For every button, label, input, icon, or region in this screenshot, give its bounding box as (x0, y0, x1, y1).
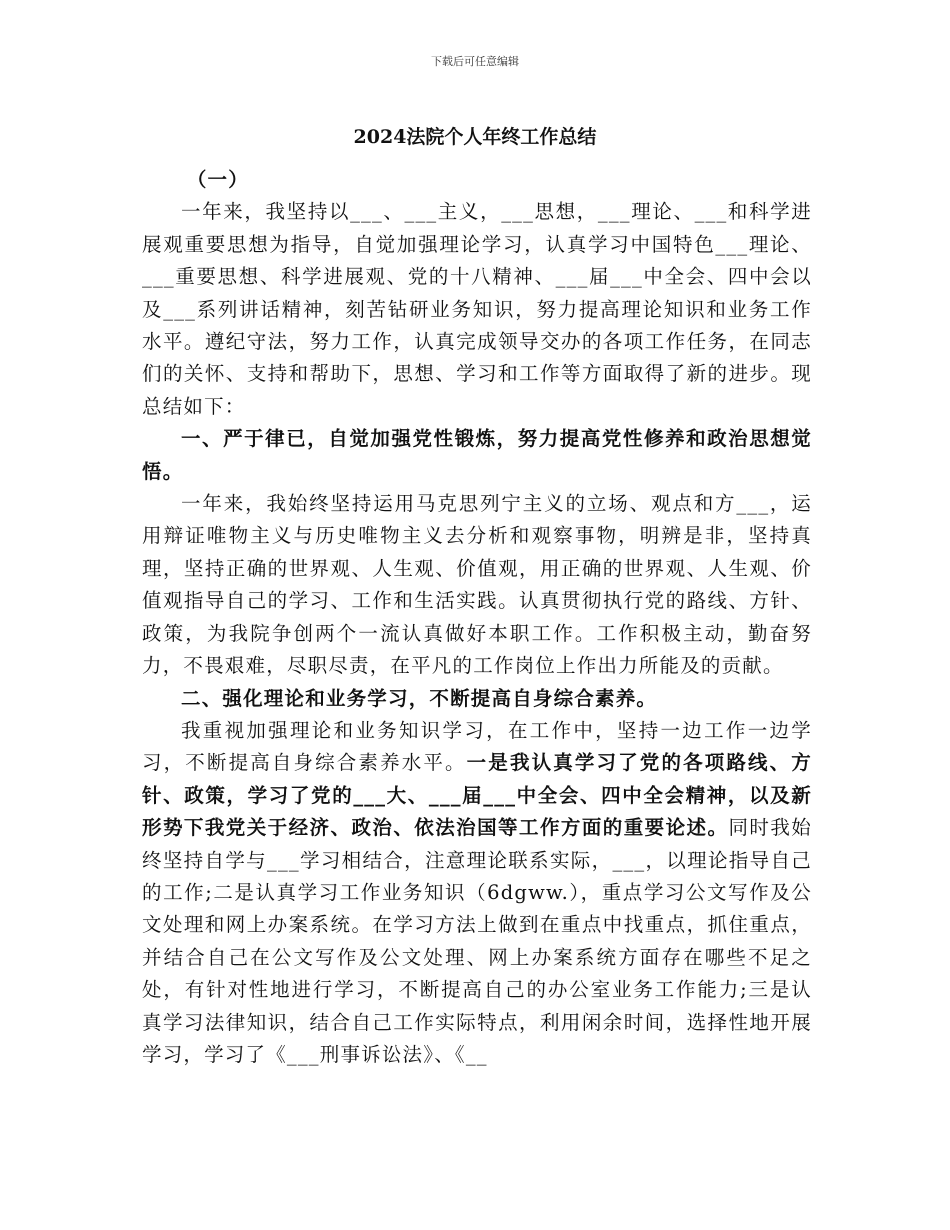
paragraph-1: 一年来，我始终坚持运用马克思列宁主义的立场、观点和方___，运用辩证唯物主义与历史唯物主义去分析和观察事物，明辨是非，坚持真理，坚持正确的世界观、人生观、价值观，用正确的世界观、人生观、价值观指导自己的学习、工作和生活实践。认真贯彻执行党的路线、方针、政策，为我院争创两个一流认真做好本职工作。工作积极主动，勤奋努力，不畏艰难，尽职尽责，在平凡的工作岗位上作出力所能及的贡献。 (142, 492, 812, 678)
paragraph-2-bold: 一是我认真学习了党的各项路线、方针、政策，学习了党的___大、___届___中全会、四中全会精神，以及新形势下我党关于经济、政治、依法治国等工作方面的重要论述。 (142, 751, 812, 840)
paragraph-2 (142, 715, 812, 1071)
heading-2: 二、强化理论和业务学习，不断提高自身综合素养。 (181, 686, 658, 710)
page-header: 下载后可任意编辑 (431, 55, 519, 68)
paragraph-2-end: 同时我始终坚持自学与___学习相结合，注意理论联系实际，___，以理论指导自己的工作;二是认真学习工作业务知识（6dgww.），重点学习公文写作及公文处理和网上办案系统。在学习方法上做到在重点中找重点，抓住重点，并结合自己在公文写作及公文处理、网上办案系统方面存在哪些不足之处，有针对性地进行学习，不断提高自己的办公室业务工作能力;三是认真学习法律知识，结合自己工作实际特点，利用闲余时间，选择性地开展学习，学习了《___刑事诉讼法》、《__ (142, 816, 812, 1066)
paragraph-intro: 一年来，我坚持以___、___主义，___思想，___理论、___和科学进展观重要思想为指导，自觉加强理论学习，认真学习中国特色___理论、___重要思想、科学进展观、党的十八精神、___届___中全会、四中会以及___系列讲话精神，刻苦钻研业务知识，努力提高理论知识和业务工作水平。遵纪守法，努力工作，认真完成领导交办的各项工作任务，在同志们的关怀、支持和帮助下，思想、学习和工作等方面取得了新的进步。现总结如下： (142, 200, 812, 418)
document-title: 2024法院个人年终工作总结 (353, 126, 597, 148)
paragraph-2-start: 我重视加强理论和业务知识学习，在工作中，坚持一边工作一边学习，不断提高自身综合素养水平。 (142, 718, 812, 775)
section-marker: （一） (186, 168, 249, 191)
document-body (142, 164, 812, 1071)
heading-1: 一、严于律已，自觉加强党性锻炼，努力提高党性修养和政治思想觉悟。 (142, 427, 812, 483)
